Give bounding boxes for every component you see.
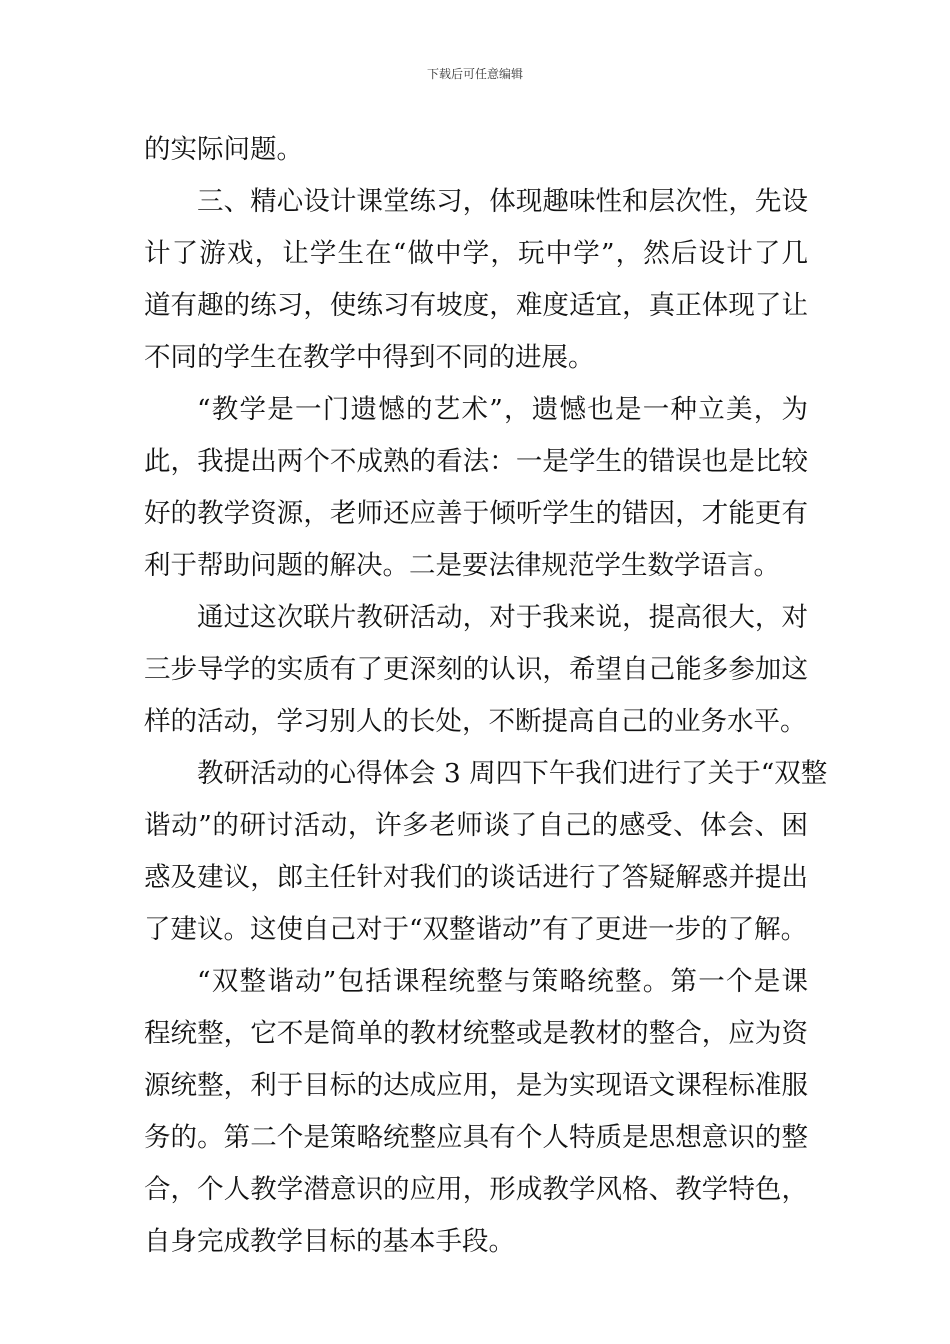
text-line: 通过这次联片教研活动，对于我来说，提高很大，对 [197, 602, 808, 633]
document-body [144, 124, 828, 1268]
text-line: 三、精心设计课堂练习，体现趣味性和层次性，先设 [197, 186, 808, 217]
text-line: “教学是一门遗憾的艺术”，遗憾也是一种立美，为 [197, 394, 808, 425]
text-line: 计了游戏，让学生在“做中学，玩中学”，然后设计了几 [144, 238, 808, 269]
text-line: 不同的学生在教学中得到不同的进展。 [144, 342, 595, 373]
text-line: 利于帮助问题的解决。二是要法律规范学生数学语言。 [144, 550, 780, 581]
text-line: 源统整，利于目标的达成应用，是为实现语文课程标准服 [144, 1070, 808, 1101]
text-line: 好的教学资源，老师还应善于倾听学生的错因，才能更有 [144, 498, 808, 529]
text-line: 教研活动的心得体会 3 周四下午我们进行了关于“双整 [197, 758, 828, 789]
text-line: 此，我提出两个不成熟的看法：一是学生的错误也是比较 [144, 446, 808, 477]
text-line: 三步导学的实质有了更深刻的认识，希望自己能多参加这 [144, 654, 808, 685]
text-line: “双整谐动”包括课程统整与策略统整。第一个是课 [197, 966, 808, 997]
text-line: 程统整，它不是简单的教材统整或是教材的整合，应为资 [144, 1018, 808, 1049]
text-line: 的实际问题。 [144, 134, 303, 165]
text-line: 了建议。这使自己对于“双整谐动”有了更进一步的了解。 [144, 914, 808, 945]
page-header: 下载后可任意编辑 [426, 67, 523, 81]
text-line: 谐动”的研讨活动，许多老师谈了自己的感受、体会、困 [144, 810, 808, 841]
text-line: 合，个人教学潜意识的应用，形成教学风格、教学特色， [144, 1174, 808, 1205]
text-line: 惑及建议，郎主任针对我们的谈话进行了答疑解惑并提出 [144, 862, 808, 893]
text-line: 样的活动，学习别人的长处，不断提高自己的业务水平。 [144, 706, 807, 737]
text-line: 道有趣的练习，使练习有坡度，难度适宜，真正体现了让 [144, 290, 808, 321]
text-line: 务的。第二个是策略统整应具有个人特质是思想意识的整 [144, 1122, 808, 1153]
text-line: 自身完成教学目标的基本手段。 [144, 1226, 515, 1257]
